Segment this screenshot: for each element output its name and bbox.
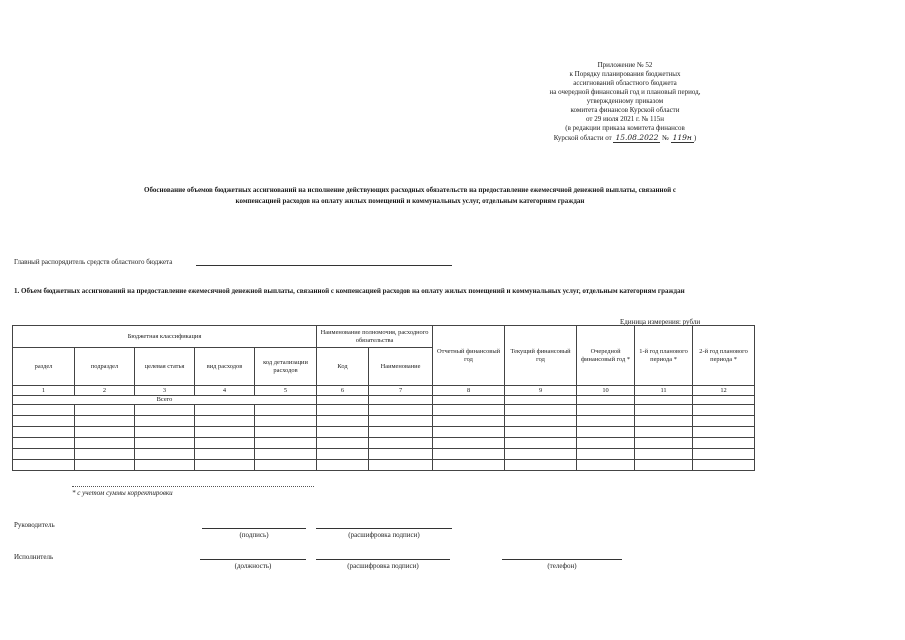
units-label: Единица измерения: рубли	[620, 318, 701, 326]
table-cell[interactable]	[195, 438, 255, 449]
table-cell[interactable]	[75, 405, 135, 416]
table-cell[interactable]	[135, 460, 195, 471]
table-cell[interactable]	[317, 427, 369, 438]
table-row	[13, 460, 755, 471]
handwritten-date: 15.08.2022	[615, 133, 659, 142]
table-row	[13, 438, 755, 449]
header-next-year: Очередной финансовый год *	[577, 326, 635, 386]
appendix-line: к Порядку планирования бюджетных	[569, 70, 681, 78]
handwritten-number: 119н	[672, 133, 692, 142]
column-number: 4	[195, 386, 255, 396]
appendix-line: на очередной финансовый год и плановый период,	[549, 88, 701, 96]
decode-caption: (расшифровка подписи)	[347, 562, 419, 570]
table-cell[interactable]	[433, 405, 505, 416]
table-cell[interactable]	[195, 427, 255, 438]
header-plan-year-1: 1-й год планового периода *	[635, 326, 693, 386]
table-cell[interactable]	[75, 449, 135, 460]
table-cell[interactable]	[13, 438, 75, 449]
header-podrazdel: подраздел	[75, 348, 135, 386]
table-cell[interactable]	[433, 460, 505, 471]
table-cell[interactable]	[505, 449, 577, 460]
table-cell[interactable]	[317, 449, 369, 460]
table-cell[interactable]	[369, 416, 433, 427]
header-name: Наименование	[369, 348, 433, 386]
table-cell[interactable]	[255, 427, 317, 438]
table-cell[interactable]	[13, 449, 75, 460]
executor-position-field[interactable]	[200, 559, 306, 560]
position-caption: (должность)	[234, 562, 272, 570]
table-cell[interactable]	[577, 460, 635, 471]
table-row	[13, 416, 755, 427]
appendix-last-prefix: Курской области от	[553, 134, 612, 142]
table-cell[interactable]	[577, 405, 635, 416]
table-cell[interactable]	[577, 449, 635, 460]
document-title: Обоснование объемов бюджетных ассигнований на исполнение действующих расходных обязательств на предоставление ежемесячной денежной выплаты, связанной с компенсацией расходов на оплату жилых помещений и коммунальных услуг, отдельным категориям граждан	[144, 186, 676, 205]
table-cell[interactable]	[693, 396, 755, 405]
table-cell[interactable]	[369, 427, 433, 438]
appendix-line: (в редакции приказа комитета финансов	[565, 124, 685, 132]
table-cell[interactable]	[369, 460, 433, 471]
table-cell[interactable]	[369, 438, 433, 449]
chief-manager-field[interactable]	[196, 265, 452, 266]
executor-decode-field[interactable]	[316, 559, 450, 560]
table-cell[interactable]	[317, 460, 369, 471]
table-cell[interactable]	[505, 416, 577, 427]
phone-caption: (телефон)	[547, 562, 577, 570]
table-cell[interactable]	[195, 405, 255, 416]
appendix-line: ассигнований областного бюджета	[573, 79, 677, 87]
column-number: 11	[635, 386, 693, 396]
table-cell[interactable]	[433, 449, 505, 460]
table-cell[interactable]	[577, 416, 635, 427]
number-sign: №	[662, 134, 669, 142]
table-cell[interactable]	[75, 427, 135, 438]
header-current-year: Текущий финансовый год	[505, 326, 577, 386]
table-cell[interactable]	[577, 438, 635, 449]
column-number: 8	[433, 386, 505, 396]
table-cell[interactable]	[635, 416, 693, 427]
appendix-line: Приложение № 52	[597, 61, 653, 69]
table-cell[interactable]	[433, 438, 505, 449]
table-cell[interactable]	[13, 416, 75, 427]
header-plan-year-2: 2-й год планового периода *	[693, 326, 755, 386]
section-title: 1. Объем бюджетных ассигнований на предоставление ежемесячной денежной выплаты, связанной с компенсацией расходов на оплату жилых помещений и коммунальных услуг, отдельным категориям граждан	[14, 287, 685, 295]
table-cell[interactable]	[369, 405, 433, 416]
table-row	[13, 449, 755, 460]
table-row	[13, 405, 755, 416]
table-cell[interactable]	[693, 416, 755, 427]
executor-label: Исполнитель	[14, 553, 54, 561]
table-cell[interactable]	[433, 396, 505, 405]
total-label: Всего	[13, 396, 317, 405]
appendix-last-line: Курской области от 15.08.2022 № 119н )	[553, 133, 697, 142]
table-cell[interactable]	[255, 449, 317, 460]
table-cell[interactable]	[693, 449, 755, 460]
column-number: 5	[255, 386, 317, 396]
header-target-article: целевая статья	[135, 348, 195, 386]
appendix-line: утвержденному приказом	[586, 97, 664, 105]
table-cell[interactable]	[135, 416, 195, 427]
table-cell[interactable]	[635, 396, 693, 405]
table-cell[interactable]	[195, 416, 255, 427]
footnote-divider	[72, 486, 314, 487]
table-cell[interactable]	[135, 405, 195, 416]
budget-table	[12, 325, 755, 471]
appendix-line: от 29 июля 2021 г. № 115н	[586, 115, 664, 123]
table-cell[interactable]	[75, 416, 135, 427]
table-cell[interactable]	[433, 416, 505, 427]
table-cell[interactable]	[317, 396, 369, 405]
header-detail-code: код детализации расходов	[255, 348, 317, 386]
table-cell[interactable]	[635, 460, 693, 471]
header-report-year: Отчетный финансовый год	[433, 326, 505, 386]
column-number: 9	[505, 386, 577, 396]
column-number: 1	[13, 386, 75, 396]
table-cell[interactable]	[195, 460, 255, 471]
head-signature-field[interactable]	[202, 528, 306, 529]
table-cell[interactable]	[75, 460, 135, 471]
table-cell[interactable]	[693, 438, 755, 449]
table-cell[interactable]	[577, 427, 635, 438]
table-cell[interactable]	[13, 427, 75, 438]
chief-manager-label: Главный распорядитель средств областного бюджета	[14, 258, 173, 266]
table-cell[interactable]	[577, 396, 635, 405]
column-number: 7	[369, 386, 433, 396]
table-cell[interactable]	[505, 396, 577, 405]
table-cell[interactable]	[635, 405, 693, 416]
table-cell[interactable]	[369, 449, 433, 460]
table-cell[interactable]	[433, 427, 505, 438]
column-number: 12	[693, 386, 755, 396]
table-cell[interactable]	[317, 438, 369, 449]
table-cell[interactable]	[255, 416, 317, 427]
table-cell[interactable]	[13, 460, 75, 471]
column-number: 10	[577, 386, 635, 396]
header-expense-type: вид расходов	[195, 348, 255, 386]
table-cell[interactable]	[693, 405, 755, 416]
header-budget-classification: Бюджетная классификация	[13, 326, 317, 348]
appendix-block	[520, 61, 730, 143]
header-razdel: раздел	[13, 348, 75, 386]
table-cell[interactable]	[635, 438, 693, 449]
table-cell[interactable]	[635, 427, 693, 438]
table-cell[interactable]	[317, 405, 369, 416]
table-cell[interactable]	[75, 438, 135, 449]
table-cell[interactable]	[255, 438, 317, 449]
table-cell[interactable]	[135, 427, 195, 438]
header-authority: Наименование полномочия, расходного обязательства	[317, 326, 433, 348]
footnote: * с учетом суммы корректировки	[72, 489, 173, 497]
appendix-line: комитета финансов Курской области	[570, 106, 680, 114]
head-label: Руководитель	[14, 521, 55, 529]
table-cell[interactable]	[317, 416, 369, 427]
table-cell[interactable]	[505, 460, 577, 471]
decode-caption: (расшифровка подписи)	[348, 531, 420, 539]
table-cell[interactable]	[369, 396, 433, 405]
column-number: 2	[75, 386, 135, 396]
head-decode-field[interactable]	[316, 528, 452, 529]
table-cell[interactable]	[693, 460, 755, 471]
table-cell[interactable]	[505, 405, 577, 416]
table-cell[interactable]	[255, 460, 317, 471]
signature-caption: (подпись)	[239, 531, 269, 539]
column-number: 6	[317, 386, 369, 396]
table-row	[13, 427, 755, 438]
table-cell[interactable]	[195, 449, 255, 460]
table-cell[interactable]	[505, 427, 577, 438]
executor-phone-field[interactable]	[502, 559, 622, 560]
table-cell[interactable]	[505, 438, 577, 449]
table-cell[interactable]	[135, 449, 195, 460]
table-cell[interactable]	[255, 405, 317, 416]
table-cell[interactable]	[635, 449, 693, 460]
column-number: 3	[135, 386, 195, 396]
table-cell[interactable]	[13, 405, 75, 416]
header-code: Код	[317, 348, 369, 386]
table-cell[interactable]	[135, 438, 195, 449]
table-row-total	[13, 396, 755, 405]
table-cell[interactable]	[693, 427, 755, 438]
